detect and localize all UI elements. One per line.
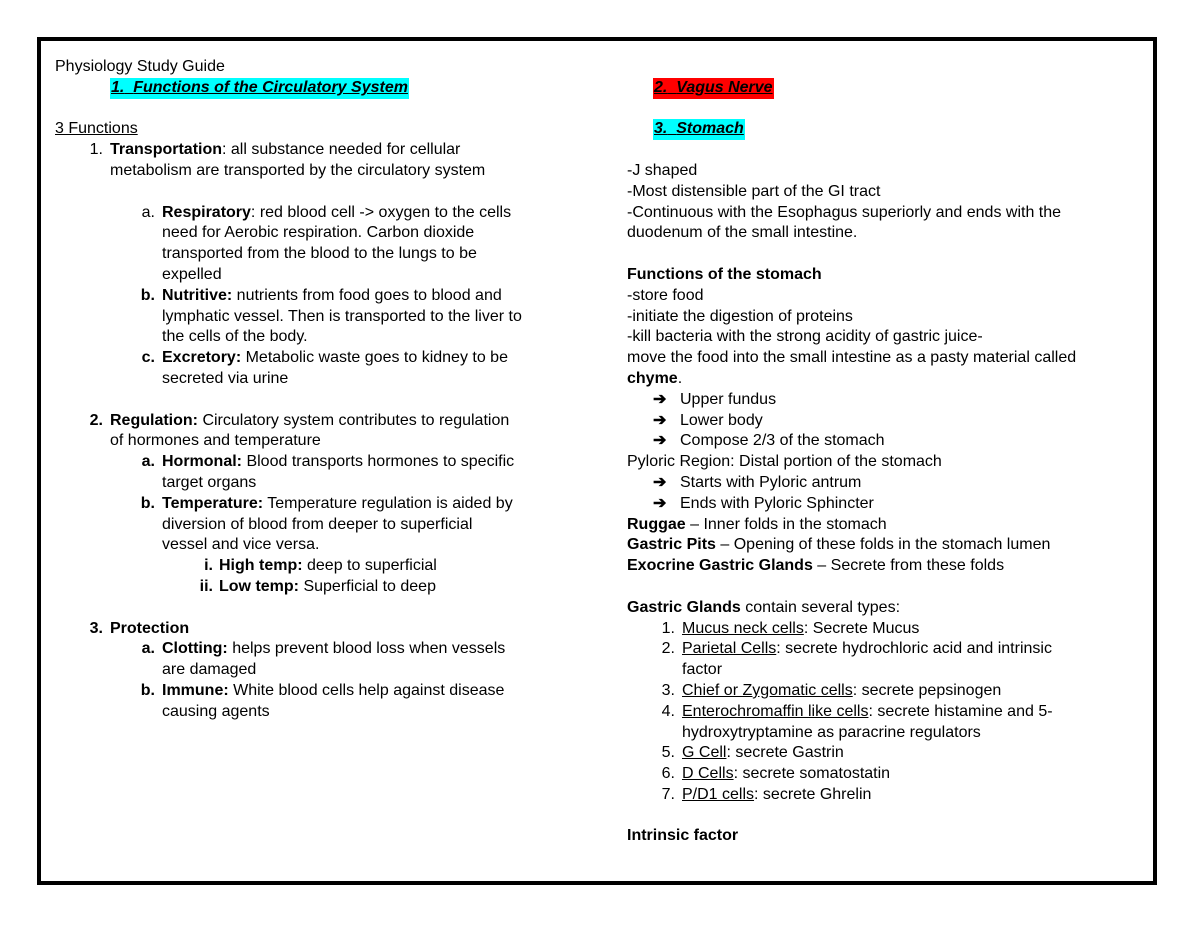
arrow-right-icon: ➔ [653, 432, 667, 450]
document-page [37, 37, 1157, 885]
list-item-temperature: b. Temperature: Temperature regulation is aided by [140, 494, 513, 512]
heading-vagus-nerve: 2. Vagus Nerve [627, 78, 1147, 99]
list-item-regulation: 2. Regulation: Circulatory system contributes to regulation [89, 411, 510, 429]
heading-stomach: 3. Stomach [627, 119, 1147, 140]
gastric-glands-heading: Gastric Glands contain several types: [627, 598, 901, 616]
list-item: ➔ Compose 2/3 of the stomach [627, 431, 1147, 452]
list-item-nutritive: b. Nutritive: nutrients from food goes to blood and [140, 286, 502, 304]
list-item-protection: 3. Protection [89, 619, 190, 637]
three-functions-label: 3 Functions [55, 120, 138, 138]
list-item-excretory: c. Excretory: Metabolic waste goes to kidney to be [141, 349, 508, 367]
list-item: 7. P/D1 cells: secrete Ghrelin [661, 785, 872, 803]
list-item: ➔ Upper fundus [627, 390, 1147, 411]
list-item: ➔ Lower body [627, 411, 1147, 432]
list-item-high-temp: i. High temp: deep to superficial [204, 557, 437, 575]
arrow-right-icon: ➔ [653, 473, 667, 491]
list-item-low-temp: ii. Low temp: Superficial to deep [199, 577, 436, 595]
arrow-right-icon: ➔ [653, 411, 667, 429]
list-item-respiratory: a. Respiratory: red blood cell -> oxygen to the cells [141, 203, 512, 221]
list-item-hormonal: a. Hormonal: Blood transports hormones to specific [141, 453, 515, 471]
list-item: 6. D Cells: secrete somatostatin [661, 765, 891, 783]
list-item-transportation: 1. Transportation: all substance needed for cellular [89, 141, 461, 159]
functions-of-stomach-heading: Functions of the stomach [627, 265, 822, 283]
arrow-right-icon: ➔ [653, 494, 667, 512]
document-title: Physiology Study Guide [55, 58, 225, 75]
list-item: ➔ Ends with Pyloric Sphincter [627, 494, 1147, 515]
list-item: ➔ Starts with Pyloric antrum [627, 473, 1147, 494]
list-item-clotting: a. Clotting: helps prevent blood loss when vessels [141, 640, 506, 658]
right-column: 2. Vagus Nerve 3. Stomach -J shaped -Most distensible part of the GI tract -Continuous with the Esophagus superiorly and ends with the duodenum of the small intestine. Functions of the stomach -store food -initiate the digestion of proteins -kill bacteria with the strong acidity of gastric juice- move the food into the small intestine as a pasty material called chyme. ➔ Upper fundus ➔ Lower body ➔ Compose 2/3 of the stomach Pyloric Region: Distal portion of the stomach ➔ Starts with Pyloric antrum ➔ Ends with Pyloric Sphincter Ruggae – Inner folds in the stomach Gastric Pits – Opening of these folds in the stomach lumen Exocrine Gastric Glands – Secrete from these folds Gastric Glands contain several types: 1. Mucus neck cells: Secrete Mucus 2. Parietal Cells: secrete hydrochloric acid and intrinsic factor 3. Chief or Zygomatic cells: secrete pepsinogen 4. Enterochromaffin like cells: secrete histamine and 5- hydroxytryptamine as paracrine regulators 5. G Cell: secrete Gastrin 6. D Cells: secrete somatostatin 7. P/D1 cells: secrete Ghrelin Intrinsic factor [627, 57, 1147, 847]
list-item: 2. Parietal Cells: secrete hydrochloric acid and intrinsic [661, 640, 1052, 658]
list-item: 3. Chief or Zygomatic cells: secrete pepsinogen [661, 681, 1002, 699]
list-item: 4. Enterochromaffin like cells: secrete histamine and 5- [661, 702, 1053, 720]
arrow-right-icon: ➔ [653, 390, 667, 408]
list-item-immune: b. Immune: White blood cells help against disease [140, 681, 505, 699]
list-item: 1. Mucus neck cells: Secrete Mucus [661, 619, 920, 637]
list-item: 5. G Cell: secrete Gastrin [661, 744, 844, 762]
intrinsic-factor-heading: Intrinsic factor [627, 827, 739, 845]
left-column: Physiology Study Guide 1. Functions of the Circulatory System 3 Functions 1. Transportation: all substance needed for cellular metabolism are transported by the circulatory system a. Respiratory: red blood cell -> oxygen to the cells need for Aerobic respiration. Carbon dioxide transported from the blood to the lungs to be expelled b. Nutritive: nutrients from food goes to blood and lymphatic vessel. Then is transported to the liver to the cells of the body. c. Excretory: Metabolic waste goes to kidney to be secreted via urine 2. Regulation: Circulatory system contributes to regulation of hormones and temperature a. Hormonal: Blood transports hormones to specific target organs b. Temperature: Temperature regulation is aided by diversion of blood from deeper to superficial vessel and vice versa. i. High temp: deep to superficial ii. Low temp: Superficial to deep 3. Protection a. Clotting: helps prevent blood loss when vessels are damaged b. Immune: White blood cells help against disease causing agents [55, 57, 595, 723]
heading-circulatory: 1. Functions of the Circulatory System [55, 78, 595, 99]
